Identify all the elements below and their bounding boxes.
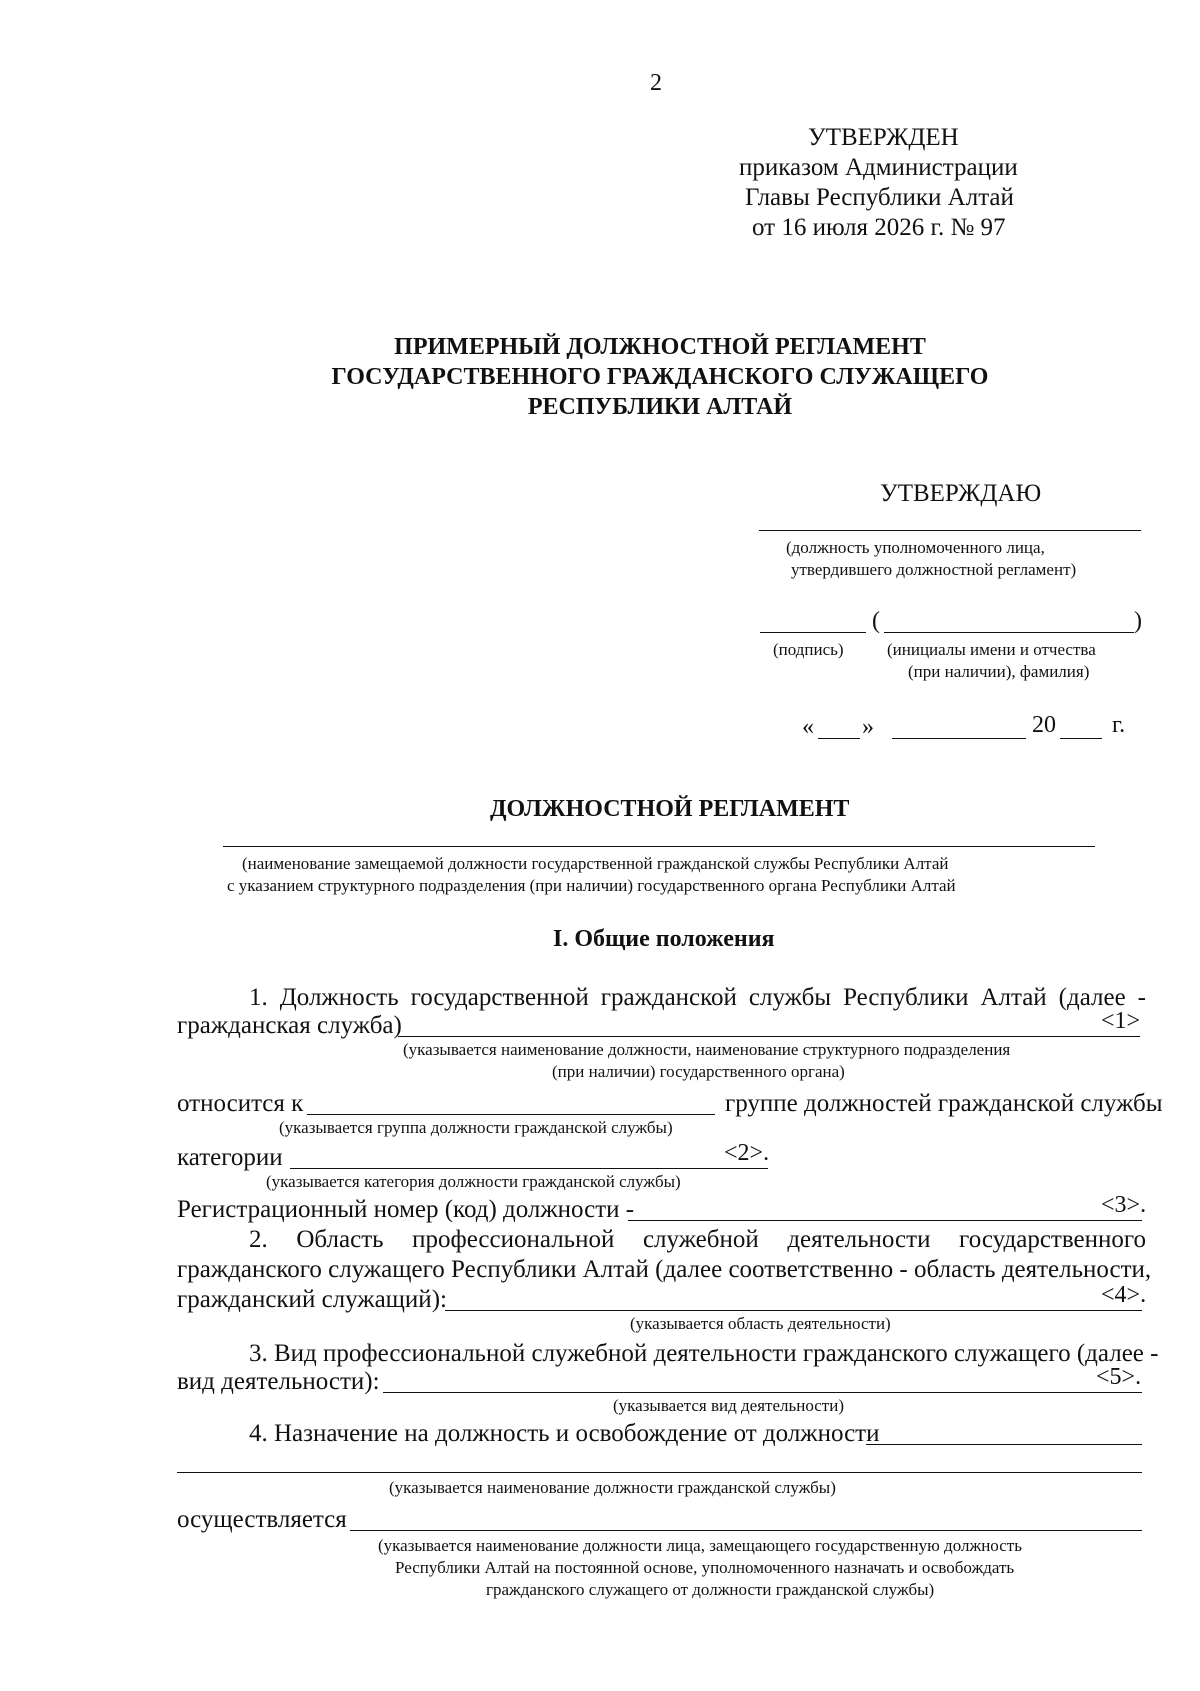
p2-line3: гражданский служащий): (177, 1286, 447, 1313)
approved-line1: приказом Администрации (739, 154, 1018, 181)
regulation-line (223, 846, 1095, 847)
p2-ref: <4>. (1101, 1282, 1147, 1308)
signature-line (760, 632, 866, 633)
date-year-line (1060, 738, 1102, 739)
date-month-line (892, 738, 1026, 739)
p3-line (383, 1392, 1142, 1393)
approved-line2: Главы Республики Алтай (745, 184, 1014, 211)
name-close-paren: ) (1134, 608, 1142, 634)
p1-caption2: (при наличии) государственного органа) (552, 1062, 845, 1081)
p3-ref: <5>. (1096, 1364, 1142, 1390)
name-caption2: (при наличии), фамилия) (908, 662, 1090, 681)
main-title-line2: ГОСУДАРСТВЕННОГО ГРАЖДАНСКОГО СЛУЖАЩЕГО (331, 364, 989, 390)
date-close-quote: » (862, 714, 874, 740)
p2-caption: (указывается область деятельности) (630, 1314, 891, 1333)
position-caption1: (должность уполномоченного лица, (786, 538, 1045, 557)
approve-title: УТВЕРЖДАЮ (880, 480, 1042, 507)
p4-caption1: (указывается наименование должности лица, замещающего государственную должность (378, 1536, 1022, 1555)
p2-line2: гражданского служащего Республики Алтай (далее соответственно - область деятельности, (177, 1256, 1152, 1283)
regulation-caption1: (наименование замещаемой должности государственной гражданской службы Республики Алтай (242, 854, 949, 873)
p4-line-b (177, 1472, 1142, 1473)
p2-line1: 2. Область профессиональной служебной деятельности государственного (249, 1226, 1146, 1253)
name-caption1: (инициалы имени и отчества (887, 640, 1096, 659)
p1-caption1: (указывается наименование должности, наименование структурного подразделения (403, 1040, 1011, 1059)
category-ref: <2>. (724, 1140, 770, 1166)
position-caption2: утвердившего должностной регламент) (791, 560, 1077, 579)
group-prefix: относится к (177, 1090, 304, 1117)
regulation-caption2: с указанием структурного подразделения (при наличии) государственного органа Республики Алтай (227, 876, 956, 895)
position-line (759, 530, 1141, 531)
p1-ref: <1> (1101, 1008, 1141, 1034)
date-suffix: г. (1112, 712, 1126, 738)
p3-line1: 3. Вид профессиональной служебной деятельности гражданского служащего (далее - (249, 1340, 1159, 1367)
p1-line1: 1. Должность государственной гражданской службы Республики Алтай (далее - (249, 984, 1146, 1011)
p3-line2: вид деятельности): (177, 1368, 380, 1395)
regnum-prefix: Регистрационный номер (код) должности - (177, 1196, 635, 1223)
main-title-line1: ПРИМЕРНЫЙ ДОЛЖНОСТНОЙ РЕГЛАМЕНТ (394, 334, 926, 360)
p4-line-c (350, 1530, 1142, 1531)
signature-caption: (подпись) (773, 640, 844, 659)
date-open-quote: « (802, 714, 814, 740)
p2-line (445, 1310, 1142, 1311)
p4-caption3: гражданского служащего от должности гражданской службы) (486, 1580, 935, 1599)
date-day-line (818, 738, 860, 739)
p3-caption: (указывается вид деятельности) (613, 1396, 844, 1415)
p4-line1: 4. Назначение на должность и освобождение от должности (249, 1420, 880, 1447)
name-line (884, 632, 1134, 633)
regnum-ref: <3>. (1101, 1192, 1147, 1218)
p4-caption: (указывается наименование должности гражданской службы) (389, 1478, 836, 1497)
approved-line3: от 16 июля 2026 г. № 97 (752, 214, 1006, 241)
category-line (290, 1168, 768, 1169)
page-number: 2 (650, 70, 662, 96)
p4-caption2: Республики Алтай на постоянной основе, уполномоченного назначать и освобождать (395, 1558, 1015, 1577)
p1-line2: гражданская служба) (177, 1012, 402, 1039)
group-caption: (указывается группа должности гражданской службы) (279, 1118, 673, 1137)
category-caption: (указывается категория должности гражданской службы) (266, 1172, 681, 1191)
section-heading: I. Общие положения (553, 926, 775, 952)
regnum-line (628, 1220, 1142, 1221)
p1-line (398, 1036, 1140, 1037)
main-title-line3: РЕСПУБЛИКИ АЛТАЙ (527, 394, 793, 420)
name-open-paren: ( (872, 608, 880, 634)
date-year: 20 (1032, 712, 1056, 738)
group-line (307, 1114, 715, 1115)
group-suffix: группе должностей гражданской службы (725, 1090, 1163, 1117)
category-prefix: категории (177, 1144, 283, 1171)
regulation-title: ДОЛЖНОСТНОЙ РЕГЛАМЕНТ (490, 796, 850, 822)
p4-line-a (866, 1444, 1142, 1445)
approved-title: УТВЕРЖДЕН (808, 124, 959, 151)
p4-prefix: осуществляется (177, 1506, 347, 1533)
